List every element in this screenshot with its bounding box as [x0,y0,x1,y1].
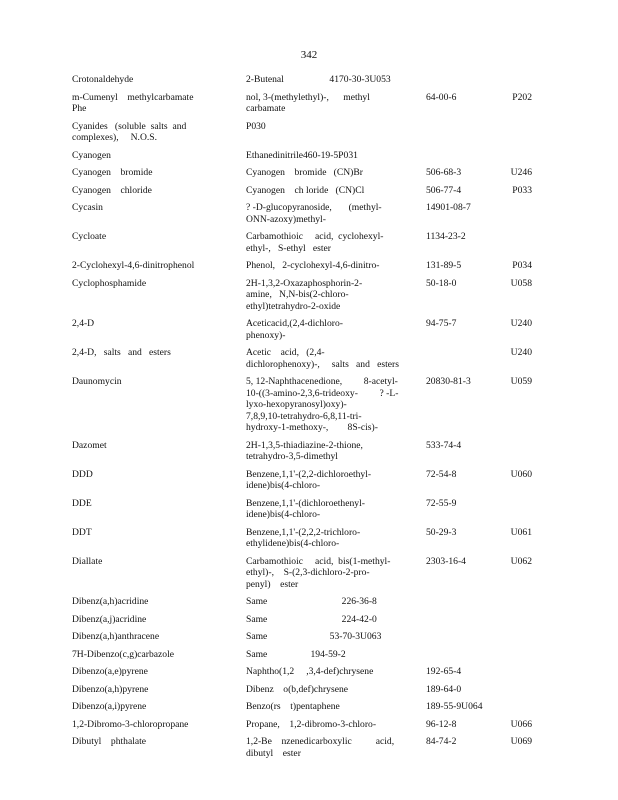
chemical-abstract-name: 2H-1,3,2-Oxazaphosphorin-2- amine, N,N-bis(2-chloro- ethyl)tetrahydro-2-oxide [246,277,363,312]
table-row [72,202,532,225]
table-row [72,649,532,661]
table-row [72,666,532,678]
chemical-name: Crotonaldehyde [72,74,134,85]
cas-number: 64-00-6 [426,91,457,103]
table-row [72,440,532,463]
waste-code: U246 [510,167,532,178]
chemical-name: Dibenz(a,h)acridine [72,596,149,607]
chemical-name: Dibenzo(a,h)pyrene [72,683,149,695]
table-row [72,596,532,608]
chemical-abstract-name: Benzene,1,1'-(2,2-dichloroethyl- idene)bis(4-chloro- [246,468,372,491]
waste-code: U240 [510,318,532,329]
chemical-name: Cyanogen [72,149,111,161]
chemical-abstract-name: Phenol, 2-cyclohexyl-4,6-dinitro- [246,260,380,271]
chemical-name: Dibenz(a,h)anthracene [72,631,160,642]
chemical-name: Daunomycin [72,376,122,387]
table-row [72,231,532,254]
chemical-name: Cyanogen bromide [72,167,153,178]
chemical-name: Cyclophosphamide [72,277,147,289]
waste-code: U240 [510,347,532,358]
cas-number: 50-18-0 [426,277,457,289]
chemical-name: Cyanides (soluble salts and complexes), N.O.S. [72,120,187,143]
chemical-name: 1,2-Dibromo-3-chloropropane [72,718,189,730]
waste-code: U058 [510,277,532,289]
waste-code: P202 [512,91,532,103]
cas-number: 96-12-8 [426,718,457,730]
table-row [72,74,532,86]
chemical-abstract-name: P030 [246,120,266,132]
table-row [72,260,532,272]
table-row [72,556,532,591]
chemical-abstract-name: Cyanogen bromide (CN)Br [246,167,363,178]
waste-code: U060 [510,468,532,480]
waste-code: P034 [512,260,532,271]
chemical-name: 2,4-D [72,318,95,329]
table-row [72,278,532,313]
table-row [72,150,532,162]
chemical-name: DDE [72,497,92,509]
table-row [72,318,532,341]
chemical-abstract-name: Benzene,1,1'-(dichloroethenyl- idene)bis(4-chloro- [246,497,365,520]
cas-number: 50-29-3 [426,526,457,538]
cas-number: 189-64-0 [426,683,462,695]
chemical-abstract-name: Same 224-42-0 [246,613,377,625]
table-row [72,684,532,696]
cas-number: 14901-08-7 [426,202,471,213]
chemical-name: Cycasin [72,202,103,213]
cas-number: 506-68-3 [426,167,462,178]
table-row [72,498,532,521]
chemical-abstract-name: Same 53-70-3U063 [246,631,382,642]
table-row [72,719,532,731]
waste-code: U061 [510,526,532,538]
waste-code: U059 [510,376,532,387]
chemical-abstract-name: Carbamothioic acid, bis(1-methyl- ethyl)-, S-(2,3-dichloro-2-pro- penyl) ester [246,555,391,590]
table-row [72,701,532,713]
cas-number: 192-65-4 [426,666,462,677]
chemical-abstract-name: Naphtho(1,2 ,3,4-def)chrysene [246,666,374,677]
cas-number: 533-74-4 [426,439,462,451]
chemical-name: Dibenzo(a,i)pyrene [72,701,147,712]
waste-code: U066 [510,718,532,730]
chemical-name: Dibutyl phthalate [72,736,147,747]
chemical-abstract-name: Dibenz o(b,def)chrysene [246,683,349,695]
chemical-name: 7H-Dibenzo(c,g)carbazole [72,648,175,660]
waste-code: P033 [512,184,532,196]
table-row [72,347,532,370]
waste-code: U062 [510,555,532,567]
chemical-name: Cyanogen chloride [72,184,152,196]
table-row [72,614,532,626]
chemical-name: 2-Cyclohexyl-4,6-dinitrophenol [72,260,195,271]
table-row [72,527,532,550]
chemical-name: DDT [72,526,92,538]
chemical-name: m-Cumenyl methylcarbamate Phe [72,91,208,114]
chemical-name: Dibenz(a,j)acridine [72,613,147,625]
page-number: 342 [300,49,318,61]
cas-number: 1134-23-2 [426,231,466,242]
chemical-abstract-name: Aceticacid,(2,4-dichloro- phenoxy)- [246,318,343,341]
cas-number: 2303-16-4 [426,555,466,567]
chemical-abstract-name: 5, 12-Naphthacenedione, 8-acetyl- 10-((3-amino-2,3,6-trideoxy- ? -L- lyxo-hexopyranosyl)oxy)- 7,8,9,10-tetrahydro-6,8,11-tri- hydroxy-1-methoxy-, 8S-cis)- [246,376,399,433]
chemical-abstract-name: Carbamothioic acid, cyclohexyl- ethyl-, S-ethyl ester [246,231,384,254]
table-row [72,631,532,643]
table-row [72,185,532,197]
chemical-name: 2,4-D, salts and esters [72,347,171,358]
cas-number: 94-75-7 [426,318,457,329]
chemical-name: Dazomet [72,439,107,451]
chemical-abstract-name: Acetic acid, (2,4- dichlorophenoxy)-, salts and esters [246,347,399,370]
cas-number: 189-55-9U064 [426,701,483,712]
table-row [72,469,532,492]
chemical-abstract-name: 2H-1,3,5-thiadiazine-2-thione, tetrahydro-3,5-dimethyl [246,439,363,462]
chemical-abstract-name: Same 226-36-8 [246,596,377,607]
hazardous-waste-table [72,74,532,765]
chemical-abstract-name: Benzene,1,1'-(2,2,2-trichloro- ethylidene)bis(4-chloro- [246,526,361,549]
cas-number: 506-77-4 [426,184,462,196]
chemical-abstract-name: Propane, 1,2-dibromo-3-chloro- [246,718,377,730]
chemical-abstract-name: 1,2-Be nzenedicarboxylic acid, dibutyl ester [246,736,395,759]
waste-code: U069 [510,736,532,747]
chemical-abstract-name: Same 194-59-2 [246,648,346,660]
table-row [72,736,532,759]
chemical-name: Dibenzo(a,e)pyrene [72,666,148,677]
table-row [72,167,532,179]
chemical-abstract-name: 2-Butenal 4170-30-3U053 [246,74,391,85]
chemical-abstract-name: Cyanogen ch loride (CN)Cl [246,184,365,196]
chemical-name: DDD [72,468,93,480]
cas-number: 84-74-2 [426,736,457,747]
chemical-name: Diallate [72,555,103,567]
chemical-abstract-name: ? -D-glucopyranoside, (methyl- ONN-azoxy)methyl- [246,202,382,225]
chemical-abstract-name: nol, 3-(methylethyl)-, methyl carbamate [246,91,370,114]
cas-number: 72-54-8 [426,468,457,480]
cas-number: 72-55-9 [426,497,457,509]
table-row [72,92,532,115]
chemical-name: Cycloate [72,231,107,242]
table-row [72,121,532,144]
cas-number: 131-89-5 [426,260,462,271]
cas-number: 20830-81-3 [426,376,471,387]
chemical-abstract-name: Benzo(rs t)pentaphene [246,701,340,712]
table-row [72,376,532,434]
chemical-abstract-name: Ethanedinitrile460-19-5P031 [246,149,358,161]
